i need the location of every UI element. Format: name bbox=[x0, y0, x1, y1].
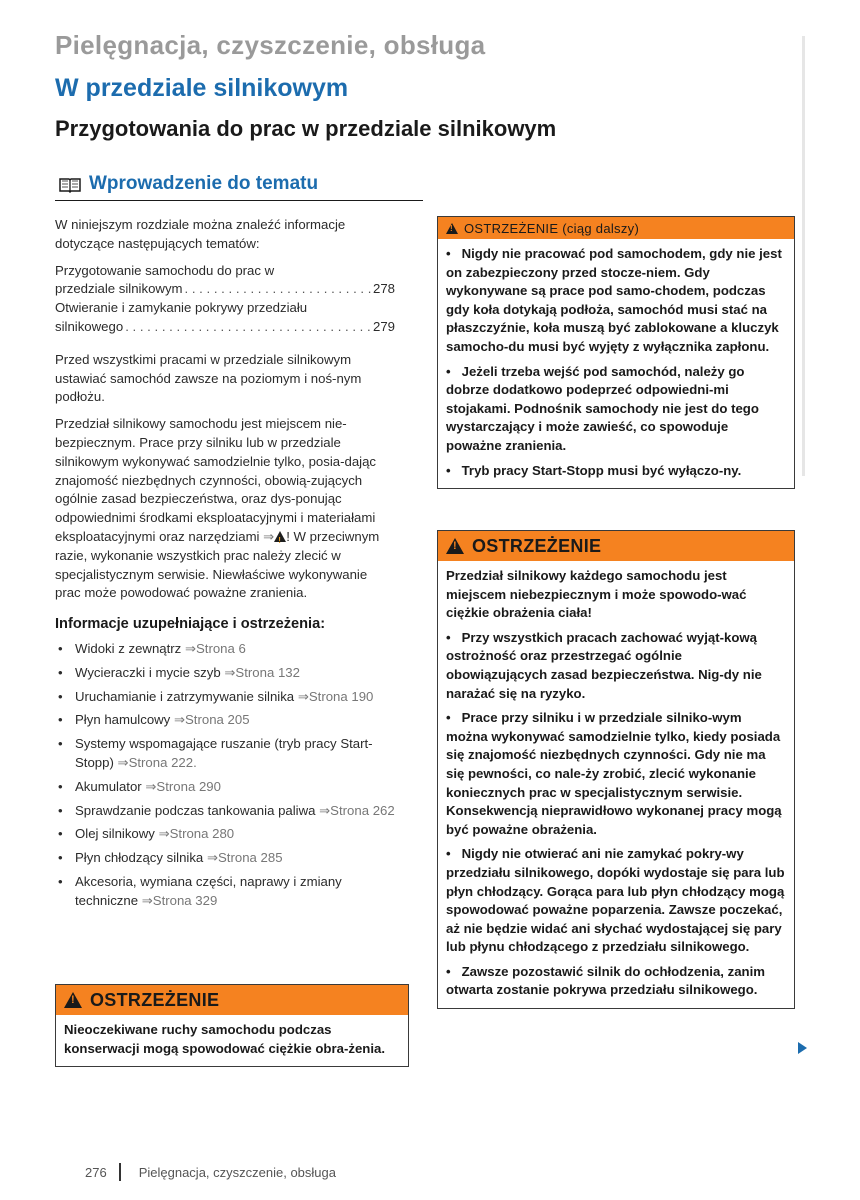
left-column bbox=[55, 216, 395, 916]
list-item bbox=[55, 873, 395, 911]
list-item-text: Olej silnikowy bbox=[75, 826, 155, 842]
list-item-text: Płyn hamulcowy bbox=[75, 712, 171, 728]
warning-box-continued bbox=[437, 216, 795, 489]
paragraph-text: ! W przeciwnym razie, wykonanie wszystkich prac należy zlecić w specjalistycznym serwisie. Niewłaściwe wykonywanie prac może powodować poważne zranienia. bbox=[55, 528, 380, 601]
page-reference-link[interactable]: ⇒Strona 132 bbox=[224, 664, 300, 680]
warning-title: OSTRZEŻENIE (ciąg dalszy) bbox=[464, 220, 640, 236]
warning-item-text: Tryb pracy Start-Stopp musi być wyłączo-ny. bbox=[461, 462, 742, 478]
warning-triangle-icon[interactable] bbox=[274, 531, 286, 542]
list-item bbox=[55, 640, 395, 659]
toc-item[interactable] bbox=[55, 299, 395, 337]
reference-arrow: ⇒ bbox=[263, 528, 275, 544]
paragraph: Przed wszystkimi pracami w przedziale silnikowym ustawiać samochód zawsze na poziomym i noś-nym podłożu. bbox=[55, 351, 362, 405]
list-item bbox=[55, 778, 395, 797]
warning-item-text: Nigdy nie pracować pod samochodem, gdy nie jest on zabezpieczony przed stocze-niem. Gdy wykonywane są prace pod samo-chodem, podczas gdy koła dotykają podłoża, samochód musi stać na płaszczyźnie, koła muszą być zablokowane a kluczyk samocho-du musi być wyjęty z wyłącznika zapłonu. bbox=[446, 246, 782, 354]
warning-header bbox=[438, 531, 794, 561]
leader-dots bbox=[183, 280, 373, 299]
page-footer bbox=[85, 1163, 336, 1181]
warning-title: OSTRZEŻENIE bbox=[472, 535, 602, 556]
warning-body bbox=[56, 1015, 408, 1066]
warning-title: OSTRZEŻENIE bbox=[90, 989, 220, 1010]
page-reference-link[interactable]: ⇒Strona 222. bbox=[117, 754, 197, 770]
warning-body bbox=[438, 239, 794, 488]
next-page-arrow-icon[interactable] bbox=[798, 1042, 807, 1054]
paragraph bbox=[55, 415, 395, 603]
page-reference-link[interactable]: ⇒Strona 290 bbox=[145, 778, 221, 794]
chapter-title: Pielęgnacja, czyszczenie, obsługa bbox=[55, 30, 486, 60]
list-item-text: Wycieraczki i mycie szyb bbox=[75, 664, 221, 680]
warning-item-text: Jeżeli trzeba wejść pod samochód, należy go dobrze dodatkowo podeprzeć odpowiedni-mi stojakami. Podnośnik samochody nie jest do tego wystarczający i może zawieść, co spowoduje poważne zranienia. bbox=[446, 363, 759, 453]
toc-list bbox=[55, 262, 395, 337]
warning-item-text: Zawsze pozostawić silnik do ochłodzenia, zanim otwarta zostanie pokrywa przedziału silnikowego. bbox=[446, 963, 765, 998]
warning-item: • Jeżeli trzeba wejść pod samochód, należy go dobrze dodatkowo podeprzeć odpowiedni-mi stojakami. Podnośnik samochody nie jest do tego wystarczający i może zawieść, co spowoduje poważne zranienia. bbox=[446, 363, 759, 453]
warning-item: • Zawsze pozostawić silnik do ochłodzenia, zanim otwarta zostanie pokrywa przedziału silnikowego. bbox=[446, 963, 765, 998]
list-item bbox=[55, 849, 395, 868]
page-reference-link[interactable]: ⇒Strona 190 bbox=[297, 688, 374, 704]
toc-item-line: Przygotowanie samochodu do prac w bbox=[55, 262, 275, 278]
list-item bbox=[55, 711, 395, 730]
warning-item: • Tryb pracy Start-Stopp musi być wyłączo-ny. bbox=[446, 462, 742, 478]
page-reference-link[interactable]: ⇒Strona 285 bbox=[206, 850, 283, 866]
page-reference-link[interactable]: ⇒Strona 280 bbox=[158, 826, 235, 842]
warning-item: • Przy wszystkich pracach zachować wyjąt-kową ostrożność oraz przestrzegać ogólnie obowiązujących zasad bezpieczeństwa. Nig-dy nie narażać się na ryzyko. bbox=[446, 629, 762, 701]
toc-page-number: 278 bbox=[372, 281, 395, 297]
page-edge-mark bbox=[802, 36, 805, 476]
intro-text: W niniejszym rozdziale można znaleźć informacje dotyczące następujących tematów: bbox=[55, 217, 346, 251]
warning-box bbox=[437, 530, 795, 1009]
warning-triangle-icon bbox=[446, 538, 464, 554]
warning-item-text: Przy wszystkich pracach zachować wyjąt-kową ostrożność oraz przestrzegać ogólnie obowiązujących zasad bezpieczeństwa. Nig-dy nie narażać się na ryzyko. bbox=[446, 629, 762, 701]
info-heading: Informacje uzupełniające i ostrzeżenia: bbox=[55, 616, 326, 633]
list-item-text: Systemy wspomagające ruszanie (tryb pracy Start-Stopp) bbox=[75, 736, 373, 770]
footer-chapter: Pielęgnacja, czyszczenie, obsługa bbox=[138, 1164, 336, 1180]
list-item-text: Płyn chłodzący silnika bbox=[75, 850, 204, 866]
intro-heading-text: Wprowadzenie do tematu bbox=[89, 173, 319, 194]
warning-triangle-icon bbox=[446, 223, 458, 234]
toc-page-number: 279 bbox=[372, 318, 395, 334]
warning-body bbox=[438, 561, 794, 1008]
toc-item-label: przedziale silnikowym bbox=[55, 281, 183, 297]
warning-item: • Nigdy nie otwierać ani nie zamykać pokry-wy przedziału silnikowego, dopóki wydostaje się para lub płyn chłodzący. Gorąca para lub płyn chłodzący mogą spowodować poważne poparzenia. Zawsze poczekać, aż nie będzie widać ani słychać wydostającej się pary lub płynu chłodzącego z przedziału silnikowego. bbox=[446, 846, 785, 955]
footer-divider bbox=[119, 1163, 121, 1181]
warning-lead: Przedział silnikowy każdego samochodu jest miejscem niebezpiecznym i może spowodo-wać ciężkie obrażenia ciała! bbox=[446, 568, 747, 621]
leader-dots bbox=[123, 318, 373, 337]
page-reference-link[interactable]: ⇒Strona 205 bbox=[173, 712, 250, 728]
toc-item-line: Otwieranie i zamykanie pokrywy przedziału bbox=[55, 300, 308, 316]
warning-item-text: Prace przy silniku i w przedziale silniko-wym można wykonywać samodzielnie tylko, kiedy posiada się znajomość niezbędnych czynności. Gdy nie ma się pewności, co nale-ży zrobić, zlecić wykonanie koniecznych prac w specjalistycznym serwisie. Konsekwencją nieprawidłowo wykonanej pracy mogą być poważne obrażenia. bbox=[446, 710, 782, 837]
warning-item-text: Nigdy nie otwierać ani nie zamykać pokry-wy przedziału silnikowego, dopóki wydostaje się para lub płyn chłodzący. Gorąca para lub płyn chłodzący mogą spowodować poważne poparzenia. Zawsze poczekać, aż nie będzie widać ani słychać wydostającej się pary lub płynu chłodzącego z przedziału silnikowego. bbox=[446, 846, 785, 955]
info-list bbox=[55, 640, 395, 911]
warning-item: • Prace przy silniku i w przedziale silniko-wym można wykonywać samodzielnie tylko, kiedy posiada się znajomość niezbędnych czynności. Gdy nie ma się pewności, co nale-ży zrobić, zlecić wykonanie koniecznych prac w specjalistycznym serwisie. Konsekwencją nieprawidłowo wykonanej pracy mogą być poważne obrażenia. bbox=[446, 710, 782, 837]
book-icon bbox=[58, 177, 82, 193]
section-title: W przedziale silnikowym bbox=[55, 74, 349, 102]
warning-header bbox=[56, 985, 408, 1015]
page-number: 276 bbox=[85, 1164, 107, 1180]
page-reference-link[interactable]: ⇒Strona 6 bbox=[184, 640, 246, 656]
intro-heading bbox=[55, 172, 423, 201]
list-item bbox=[55, 664, 395, 683]
warning-box bbox=[55, 984, 409, 1067]
paragraph-text: Przedział silnikowy samochodu jest miejscem nie-bezpiecznym. Prace przy silniku lub w przedziale silnikowym wykonywać samodzielnie tylko, posia-dając znajomość niezbędnych czynności, obowią-zujących ogólnie zasad bezpieczeństwa, oraz dys-ponując odpowiednimi środkami eksploatacyjnymi i materiałami eksploatacyjnymi oraz narzędziami bbox=[55, 416, 377, 544]
list-item bbox=[55, 802, 395, 821]
warning-triangle-icon bbox=[64, 992, 82, 1008]
warning-text: Nieoczekiwane ruchy samochodu podczas konserwacji mogą spowodować ciężkie obra-żenia. bbox=[64, 1022, 385, 1056]
subsection-title: Przygotowania do prac w przedziale silnikowym bbox=[55, 116, 557, 141]
toc-item[interactable] bbox=[55, 262, 395, 300]
list-item bbox=[55, 688, 395, 707]
list-item-text: Akcesoria, wymiana części, naprawy i zmiany techniczne bbox=[75, 873, 342, 908]
page-reference-link[interactable]: ⇒Strona 262 bbox=[319, 802, 395, 818]
list-item bbox=[55, 825, 395, 844]
list-item-text: Uruchamianie i zatrzymywanie silnika bbox=[75, 688, 295, 704]
toc-item-label: silnikowego bbox=[55, 318, 124, 334]
page-reference-link[interactable]: ⇒Strona 329 bbox=[141, 892, 218, 908]
list-item-text: Akumulator bbox=[75, 778, 142, 794]
list-item-text: Widoki z zewnątrz bbox=[75, 640, 182, 656]
list-item bbox=[55, 735, 395, 773]
list-item-text: Sprawdzanie podczas tankowania paliwa bbox=[75, 802, 316, 818]
warning-header bbox=[438, 217, 794, 239]
warning-item: • Nigdy nie pracować pod samochodem, gdy nie jest on zabezpieczony przed stocze-niem. Gdy wykonywane są prace pod samo-chodem, podczas gdy koła dotykają podłoża, samochód musi stać na płaszczyźnie, koła muszą być zablokowane a kluczyk samocho-du musi być wyjęty z wyłącznika zapłonu. bbox=[446, 246, 782, 354]
